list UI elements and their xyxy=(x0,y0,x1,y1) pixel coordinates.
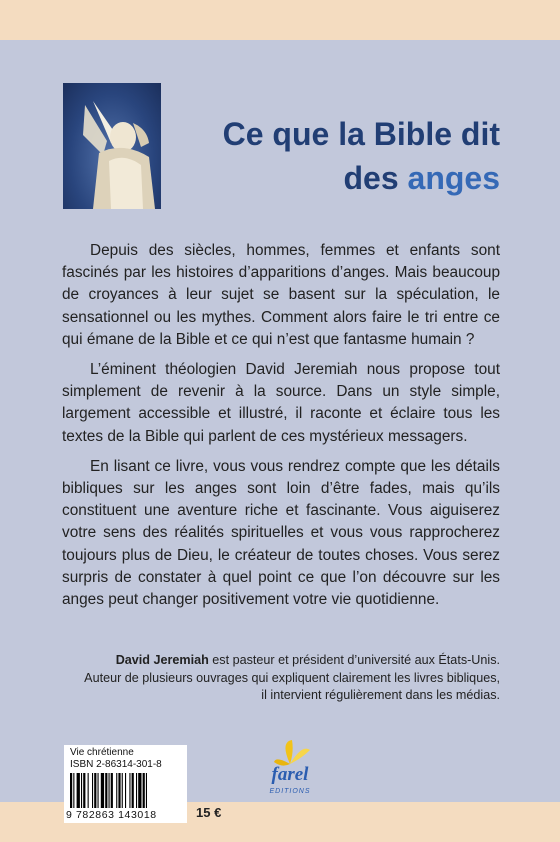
author-bio xyxy=(62,652,500,705)
publisher-name: farel xyxy=(271,764,309,785)
angel-statue-photo xyxy=(63,83,161,209)
title-line-2 xyxy=(180,156,500,200)
isbn-label: ISBN 2-86314-301-8 xyxy=(70,759,162,770)
blurb-paragraph: En lisant ce livre, vous vous rendrez compte que les détails bibliques sur les anges sont loin d’être fades, mais qu’ils constituent une aventure riche et fascinante. Vous aiguiserez votre sens des réalités spirituelles et vous vous rapprocherez toujours plus de Dieu, le créateur de toutes choses. Vous serez surpris de constater à quel point ce que l’on découvre sur les anges peut changer positivement votre vie quotidienne. xyxy=(62,457,500,609)
title-line-2-start: des xyxy=(343,160,408,196)
title-accent-word: anges xyxy=(407,160,500,196)
category-label: Vie chrétienne xyxy=(70,747,134,758)
blurb-paragraph: Depuis des siècles, hommes, femmes et enfants sont fascinés par les histoires d’apparitions d’anges. Mais beaucoup de croyances à leur sujet se basent sur la spéculation, le sensationnel ou les mythes. Comment alors faire le tri entre ce qui émane de la Bible et ce qui n’est que fantasme humain ? xyxy=(62,242,500,348)
barcode-icon xyxy=(70,773,178,808)
barcode-box xyxy=(64,745,187,823)
author-bio-rest: est pasteur et président d’université aux États-Unis. xyxy=(208,653,500,667)
blurb-text xyxy=(62,240,500,619)
author-bio-line-1 xyxy=(62,652,500,670)
barcode-digits: 9 782863 143018 xyxy=(66,809,157,821)
author-bio-line-3: il intervient régulièrement dans les médias. xyxy=(261,688,500,702)
author-name: David Jeremiah xyxy=(115,653,209,667)
publisher-logo xyxy=(262,738,318,800)
author-bio-line-2: Auteur de plusieurs ouvrages qui expliquent clairement les livres bibliques, xyxy=(84,670,500,685)
book-title xyxy=(180,112,500,200)
price: 15 € xyxy=(196,805,222,820)
title-line-1: Ce que la Bible dit xyxy=(222,116,500,152)
publisher-subtitle: EDITIONS xyxy=(269,788,311,795)
blurb-paragraph: L’éminent théologien David Jeremiah nous propose tout simplement de revenir à la source. Dans un style simple, largement accessible et illustré, il raconte et éclaire tous les textes de la Bible qui parlent de ces mystérieux messagers. xyxy=(62,361,500,445)
